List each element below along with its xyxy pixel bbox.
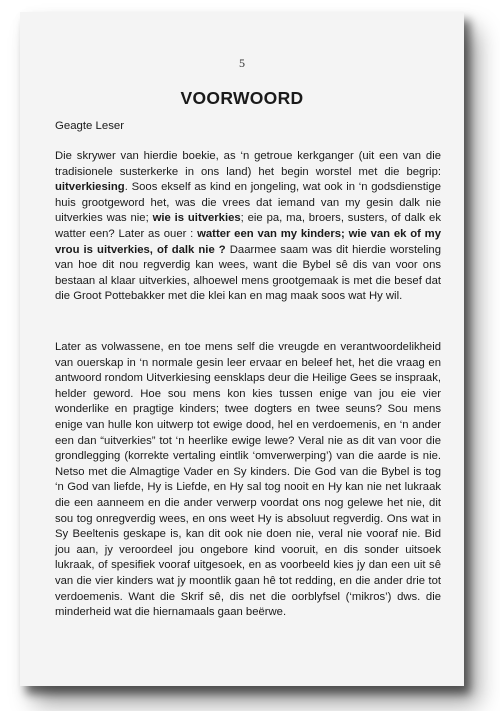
salutation: Geagte Leser <box>55 120 125 132</box>
paragraph-1-bold-3: watter een van my kinders; wie van ek of my vrou is uitverkies, of dalk nie ? <box>55 227 441 256</box>
book-page <box>20 12 464 686</box>
paragraph-1-text-4: Daarmee saam was dit hierdie worsteling van hoe dit nou regverdig kan wees, want die Bybel sê dis van voor ons bestaan al klaar uitverkies, alhoewel mens grootgemaak is met die besef dat die Groot Pottebakker met die klei kan en mag maak soos wat Hy wil. <box>55 243 441 303</box>
page-number: 5 <box>239 56 245 70</box>
paragraph-1-bold-2: wie is uitverkies <box>152 212 241 225</box>
paragraph-2: Later as volwassene, en toe mens self die vreugde en verantwoordelikheid van ouerskap in ‘n normale gesin leer ervaar en beleef het, het die vraag en antwoord rondom Uitverkiesing eensklaps deur die Heilige Gees se inspraak, helder geword. Hoe sou mens kon kies tussen enige van jou eie vier wonderlike en pragtige kinders; twee dogters en twee seuns? Sou mens enige van hulle kon uitwerp tot ewige dood, hel en verdoemenis, en ‘n ander een dan “uitverkies” tot ‘n heerlike ewige lewe? Veral nie as dit van voor die grondlegging (korrekte vertaling eintlik ‘omverwerping’) van die aarde is nie. Netso met die Almagtige Vader en Sy kinders. Die God van die Bybel is tog ‘n God van liefde, Hy is Liefde, en Hy sal tog nooit en Hy kan nie net lukraak die een aanneem en die ander verwerp voordat ons nog gelewe het nie, dit sou tog onregverdig wees, en ons weet Hy is absoluut regverdig. Ons wat in Sy Beeltenis geskape is, kan dit ook nie doen nie, veral nie vooraf nie. Bid jou aan, jy veroordeel jou ongebore kind vooruit, en dis sonder uitsoek lukraak, of spesifiek vooraf uitgesoek, en as voorbeeld kies jy dan een uit sê van die vier kinders wat jy moontlik gaan hê tot redding, en die ander drie tot verdoemenis. Want die Skrif sê, dis net die oorblyfsel (‘mikros’) dws. die minderheid wat die hiernamaals gaan beërwe. <box>55 341 441 619</box>
paragraph-1-text-3: ; eie pa, ma, broers, susters, of dalk ek watter een? Later as ouer : <box>55 212 441 240</box>
paragraph-1 <box>55 149 441 305</box>
paragraph-1-text-1: Die skrywer van hierdie boekie, as ‘n getroue kerkganger (uit een van die tradisionele susterkerke in ons land) het begin worstel met die begrip: <box>55 150 441 178</box>
paragraph-1-bold-1: uitverkiesing <box>55 181 125 194</box>
paragraph-1-text-2: . Soos ekself as kind en jongeling, wat ook in ‘n godsdienstige huis grootgeword het, was die vrees dat iemand van my gesin dalk nie uitverkies was nie; <box>55 181 441 225</box>
page-title: VOORWOORD <box>180 88 304 108</box>
